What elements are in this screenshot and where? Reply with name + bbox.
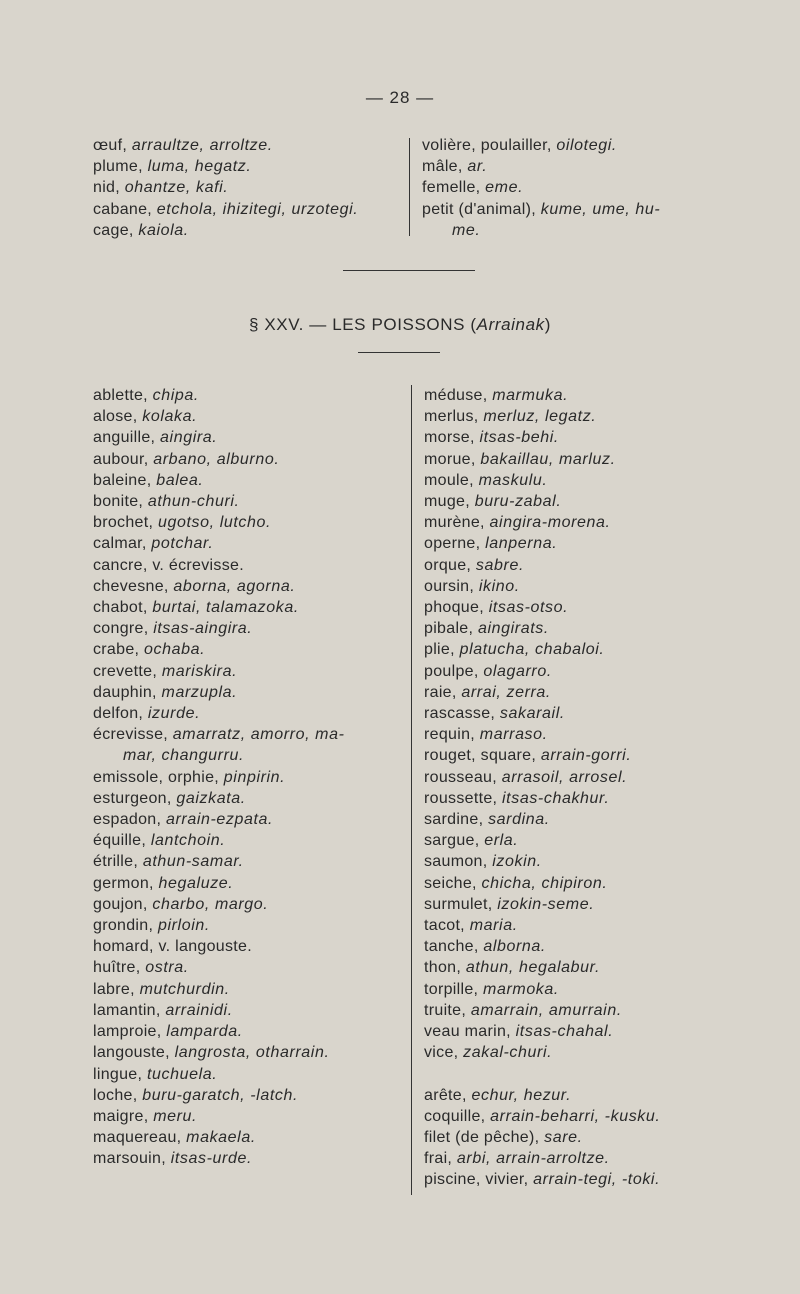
- vocabulary-entry: [424, 724, 660, 745]
- french-term: femelle,: [422, 179, 486, 197]
- french-term: frai,: [424, 1150, 457, 1168]
- vocabulary-entry: [93, 491, 345, 512]
- basque-translation: buru-zabal.: [474, 493, 562, 511]
- french-term: brochet,: [93, 514, 158, 532]
- fish-left-column: [93, 385, 345, 1170]
- vocabulary-entry: [93, 555, 345, 576]
- basque-translation: marmoka.: [483, 980, 559, 998]
- basque-translation: lanperna.: [485, 535, 558, 553]
- basque-translation: ostra.: [145, 959, 189, 977]
- vocabulary-entry: [93, 449, 345, 470]
- french-term: œuf,: [93, 137, 132, 154]
- basque-translation: erla.: [484, 832, 519, 850]
- basque-translation: chipa.: [152, 387, 199, 404]
- vocabulary-entry: [424, 767, 660, 788]
- basque-translation: lamparda.: [166, 1023, 243, 1041]
- vocabulary-entry: [424, 618, 660, 639]
- vocabulary-entry: [93, 597, 345, 618]
- french-term: lingue,: [93, 1065, 147, 1083]
- french-term: muge,: [424, 493, 475, 511]
- vocabulary-entry: [424, 1085, 660, 1106]
- vocabulary-entry: [422, 135, 660, 156]
- vocabulary-entry: [93, 135, 358, 156]
- french-term: sargue,: [424, 832, 485, 850]
- basque-translation: athun, hegalabur.: [465, 959, 600, 977]
- basque-translation: potchar.: [151, 535, 214, 553]
- vocabulary-entry: [424, 1127, 660, 1148]
- top-left-column: [93, 135, 358, 241]
- vocabulary-entry: [93, 809, 345, 830]
- french-term: marsouin,: [93, 1150, 171, 1168]
- vocabulary-entry: [93, 915, 345, 936]
- french-term: rousseau,: [424, 768, 502, 786]
- basque-translation: pirloin.: [157, 917, 210, 935]
- basque-translation: marraso.: [479, 726, 548, 744]
- basque-translation: ohantze, kafi.: [124, 179, 229, 197]
- french-term: espadon,: [93, 811, 166, 829]
- vocabulary-entry: [424, 809, 660, 830]
- french-term: loche,: [93, 1086, 143, 1104]
- basque-translation: izurde.: [147, 705, 201, 723]
- french-term: morue,: [424, 450, 481, 468]
- french-term: morse,: [424, 429, 480, 447]
- column-divider: [411, 385, 412, 1195]
- basque-translation: aingirats.: [478, 620, 549, 638]
- basque-translation: chicha, chipiron.: [481, 874, 608, 892]
- french-term: pibale,: [424, 620, 478, 638]
- section-rule-top: [343, 270, 475, 271]
- vocabulary-entry: [93, 533, 345, 554]
- vocabulary-entry: [93, 936, 345, 957]
- vocabulary-entry: [424, 1148, 660, 1169]
- basque-translation: me.: [452, 221, 481, 239]
- vocabulary-entry: [93, 1085, 345, 1106]
- vocabulary-entry: [424, 745, 660, 766]
- basque-translation: bakaillau, marluz.: [480, 450, 616, 468]
- vocabulary-entry: [424, 639, 660, 660]
- french-term: operne,: [424, 535, 486, 553]
- vocabulary-entry: [424, 1042, 660, 1063]
- section-rule-bottom: [358, 352, 440, 353]
- basque-translation: sardina.: [488, 811, 550, 829]
- french-term: chevesne,: [93, 577, 174, 595]
- french-term: raie,: [424, 683, 462, 701]
- french-term: delfon,: [93, 705, 148, 723]
- vocabulary-entry: [93, 745, 345, 766]
- basque-translation: makaela.: [186, 1129, 256, 1147]
- basque-translation: izokin-seme.: [497, 895, 595, 913]
- vocabulary-entry: [424, 957, 660, 978]
- vocabulary-entry: [93, 512, 345, 533]
- basque-translation: ochaba.: [144, 641, 206, 659]
- basque-translation: kaiola.: [138, 221, 189, 239]
- vocabulary-entry: [424, 979, 660, 1000]
- french-term: mâle,: [422, 158, 468, 176]
- basque-translation: arrain-ezpata.: [165, 811, 274, 829]
- vocabulary-entry: [93, 873, 345, 894]
- french-term: cabane,: [93, 200, 157, 218]
- basque-translation: echur, hezur.: [471, 1086, 572, 1104]
- basque-translation: arbi, arrain-arroltze.: [456, 1150, 610, 1168]
- basque-translation: amarrain, amurrain.: [470, 1001, 622, 1019]
- vocabulary-entry: [93, 724, 345, 745]
- french-term: congre,: [93, 620, 154, 638]
- basque-translation: mutchurdin.: [139, 980, 230, 998]
- vocabulary-entry: [424, 385, 660, 406]
- basque-translation: platucha, chabaloi.: [459, 641, 605, 659]
- vocabulary-entry: [424, 597, 660, 618]
- vocabulary-entry: [424, 873, 660, 894]
- vocabulary-entry: [422, 177, 660, 198]
- basque-translation: sabre.: [475, 556, 524, 574]
- basque-translation: itsas-chahal.: [515, 1023, 614, 1041]
- vocabulary-entry: [93, 639, 345, 660]
- french-term: maquereau,: [93, 1129, 187, 1147]
- basque-translation: aingira.: [160, 429, 218, 447]
- french-term: oursin,: [424, 577, 479, 595]
- vocabulary-entry: [424, 851, 660, 872]
- basque-translation: ar.: [467, 158, 488, 176]
- basque-translation: arraultze, arroltze.: [131, 137, 273, 154]
- basque-translation: merluz, legatz.: [483, 408, 597, 426]
- basque-translation: pinpirin.: [223, 768, 286, 786]
- french-term: vice,: [424, 1044, 464, 1062]
- basque-translation: burtai, talamazoka.: [152, 599, 299, 617]
- basque-translation: ikino.: [478, 577, 520, 595]
- french-term: germon,: [93, 874, 159, 892]
- vocabulary-entry: [93, 470, 345, 491]
- basque-translation: arrasoil, arrosel.: [501, 768, 628, 786]
- basque-translation: langrosta, otharrain.: [174, 1044, 330, 1062]
- french-term: équille,: [93, 832, 151, 850]
- vocabulary-entry: [424, 830, 660, 851]
- basque-translation: itsas-urde.: [170, 1150, 252, 1168]
- vocabulary-entry: [93, 199, 358, 220]
- french-term: requin,: [424, 726, 480, 744]
- french-term: rascasse,: [424, 705, 500, 723]
- basque-translation: athun-churi.: [147, 493, 240, 511]
- french-term: plie,: [424, 641, 460, 659]
- french-term: orque,: [424, 556, 476, 574]
- vocabulary-entry: [93, 576, 345, 597]
- french-term: merlus,: [424, 408, 484, 426]
- french-term: truite,: [424, 1001, 471, 1019]
- vocabulary-entry: [424, 1021, 660, 1042]
- vocabulary-entry: [93, 957, 345, 978]
- french-term: poulpe,: [424, 662, 484, 680]
- vocabulary-entry: [424, 533, 660, 554]
- french-term: goujon,: [93, 895, 153, 913]
- vocabulary-entry: [424, 1169, 660, 1190]
- vocabulary-entry: [93, 1000, 345, 1021]
- vocabulary-entry: [93, 1064, 345, 1085]
- basque-translation: mar, changurru.: [123, 747, 245, 765]
- basque-translation: maria.: [469, 917, 518, 935]
- french-term: alose,: [93, 408, 143, 426]
- vocabulary-entry: [93, 661, 345, 682]
- basque-translation: olagarro.: [483, 662, 552, 680]
- french-term: tacot,: [424, 917, 470, 935]
- basque-translation: arrain-gorri.: [540, 747, 632, 765]
- vocabulary-entry: [93, 1148, 345, 1169]
- french-term: cage,: [93, 221, 139, 239]
- french-term: labre,: [93, 980, 140, 998]
- vocabulary-entry: [424, 512, 660, 533]
- vocabulary-entry: [93, 618, 345, 639]
- basque-translation: izokin.: [492, 853, 542, 871]
- french-term: filet (de pêche),: [424, 1128, 545, 1146]
- vocabulary-entry: [93, 830, 345, 851]
- french-term: lamproie,: [93, 1023, 167, 1041]
- french-term: chabot,: [93, 599, 153, 617]
- vocabulary-entry: [424, 682, 660, 703]
- basque-translation: charbo, margo.: [152, 895, 269, 913]
- french-term: veau marin,: [424, 1023, 516, 1041]
- vocabulary-entry: [422, 199, 660, 220]
- basque-translation: alborna.: [483, 938, 546, 956]
- vocabulary-entry: [93, 406, 345, 427]
- vocabulary-entry: [93, 220, 358, 241]
- vocabulary-entry: [93, 177, 358, 198]
- french-term: volière, poulailler,: [422, 137, 557, 154]
- basque-translation: zakal-churi.: [463, 1044, 553, 1062]
- french-term: écrevisse,: [93, 726, 173, 744]
- french-term: saumon,: [424, 853, 493, 871]
- vocabulary-entry: [93, 1021, 345, 1042]
- french-term: arête,: [424, 1086, 472, 1104]
- basque-translation: itsas-chakhur.: [502, 789, 610, 807]
- vocabulary-entry: [93, 1106, 345, 1127]
- basque-translation: arrai, zerra.: [461, 683, 551, 701]
- basque-translation: amarratz, amorro, ma-: [172, 726, 345, 744]
- basque-translation: luma, hegatz.: [147, 158, 252, 176]
- vocabulary-entry: [93, 1042, 345, 1063]
- vocabulary-entry: [93, 703, 345, 724]
- section-title-translation: Arrainak: [476, 315, 545, 334]
- french-term: ablette,: [93, 387, 153, 404]
- french-term: aubour,: [93, 450, 154, 468]
- basque-translation: arrain-beharri, -kusku.: [490, 1107, 661, 1125]
- basque-translation: itsas-aingira.: [153, 620, 253, 638]
- basque-translation: itsas-otso.: [488, 599, 569, 617]
- french-term: thon,: [424, 959, 466, 977]
- vocabulary-entry: [424, 788, 660, 809]
- french-term: maigre,: [93, 1107, 154, 1125]
- basque-translation: kume, ume, hu-: [540, 200, 661, 218]
- french-term: phoque,: [424, 599, 489, 617]
- basque-translation: arbano, alburno.: [153, 450, 280, 468]
- basque-translation: etchola, ihizitegi, urzotegi.: [156, 200, 359, 218]
- basque-translation: athun-samar.: [142, 853, 244, 871]
- french-term: surmulet,: [424, 895, 498, 913]
- french-term: calmar,: [93, 535, 152, 553]
- french-term: plume,: [93, 158, 148, 176]
- basque-translation: marmuka.: [492, 387, 569, 404]
- french-term: crabe,: [93, 641, 145, 659]
- basque-translation: sakarail.: [499, 705, 565, 723]
- basque-translation: ugotso, lutcho.: [157, 514, 272, 532]
- french-term: méduse,: [424, 387, 493, 404]
- french-term: nid,: [93, 179, 125, 197]
- vocabulary-entry: [93, 156, 358, 177]
- french-term: murène,: [424, 514, 490, 532]
- section-title: § XXV. — LES POISSONS (: [248, 315, 477, 334]
- section-title-close: ): [544, 315, 552, 334]
- french-term: lamantin,: [93, 1001, 166, 1019]
- french-term: grondin,: [93, 917, 158, 935]
- basque-translation: oilotegi.: [556, 137, 617, 154]
- french-term: baleine,: [93, 471, 157, 489]
- french-term: bonite,: [93, 493, 148, 511]
- french-term: huître,: [93, 959, 146, 977]
- fish-right-column: [424, 385, 660, 1191]
- basque-translation: marzupla.: [161, 683, 238, 701]
- basque-translation: eme.: [485, 179, 524, 197]
- vocabulary-entry: [93, 894, 345, 915]
- french-term: piscine, vivier,: [424, 1171, 534, 1189]
- french-term: seiche,: [424, 874, 482, 892]
- french-term: crevette,: [93, 662, 162, 680]
- vocabulary-entry: [93, 1127, 345, 1148]
- french-term: rouget, square,: [424, 747, 541, 765]
- basque-translation: mariskira.: [161, 662, 238, 680]
- vocabulary-entry: [424, 661, 660, 682]
- basque-translation: tuchuela.: [147, 1065, 218, 1083]
- basque-translation: balea.: [156, 471, 204, 489]
- vocabulary-entry: [424, 406, 660, 427]
- section-heading: [0, 315, 800, 335]
- french-term: coquille,: [424, 1107, 491, 1125]
- basque-translation: hegaluze.: [158, 874, 234, 892]
- vocabulary-entry: [422, 156, 660, 177]
- french-term: étrille,: [93, 853, 143, 871]
- french-term: cancre, v. écrevisse.: [93, 556, 244, 574]
- french-term: esturgeon,: [93, 789, 177, 807]
- french-term: homard, v. langouste.: [93, 938, 252, 956]
- french-term: dauphin,: [93, 683, 162, 701]
- vocabulary-entry: [93, 385, 345, 406]
- vocabulary-entry: [93, 682, 345, 703]
- basque-translation: kolaka.: [142, 408, 198, 426]
- french-term: sardine,: [424, 811, 489, 829]
- vocabulary-entry: [424, 427, 660, 448]
- vocabulary-entry: [422, 220, 660, 241]
- vocabulary-entry: [424, 449, 660, 470]
- basque-translation: gaizkata.: [176, 789, 246, 807]
- column-divider: [409, 138, 410, 236]
- french-term: emissole, orphie,: [93, 768, 224, 786]
- french-term: tanche,: [424, 938, 484, 956]
- basque-translation: arrain-tegi, -toki.: [533, 1171, 661, 1189]
- basque-translation: sare.: [544, 1128, 583, 1146]
- basque-translation: itsas-behi.: [479, 429, 559, 447]
- basque-translation: meru.: [153, 1107, 198, 1125]
- french-term: langouste,: [93, 1044, 175, 1062]
- french-term: petit (d'animal),: [422, 200, 541, 218]
- page-number: — 28 —: [365, 88, 435, 107]
- vocabulary-entry: [424, 703, 660, 724]
- vocabulary-entry: [424, 936, 660, 957]
- vocabulary-entry: [424, 915, 660, 936]
- vocabulary-entry: [93, 851, 345, 872]
- french-term: anguille,: [93, 429, 161, 447]
- basque-translation: lantchoin.: [150, 832, 226, 850]
- top-right-column: [422, 135, 660, 241]
- basque-translation: aborna, agorna.: [173, 577, 296, 595]
- vocabulary-entry: [424, 555, 660, 576]
- vocabulary-entry: [424, 470, 660, 491]
- vocabulary-entry: [424, 1106, 660, 1127]
- vocabulary-entry: [424, 1000, 660, 1021]
- vocabulary-entry: [93, 788, 345, 809]
- basque-translation: maskulu.: [478, 471, 548, 489]
- basque-translation: aingira-morena.: [489, 514, 611, 532]
- vocabulary-entry: [93, 979, 345, 1000]
- vocabulary-entry: [424, 576, 660, 597]
- french-term: torpille,: [424, 980, 484, 998]
- french-term: roussette,: [424, 789, 503, 807]
- vocabulary-entry: [93, 427, 345, 448]
- french-term: moule,: [424, 471, 479, 489]
- vocabulary-entry: [424, 491, 660, 512]
- vocabulary-entry: [424, 894, 660, 915]
- vocabulary-entry: [93, 767, 345, 788]
- basque-translation: buru-garatch, -latch.: [142, 1086, 299, 1104]
- basque-translation: arrainidi.: [165, 1001, 233, 1019]
